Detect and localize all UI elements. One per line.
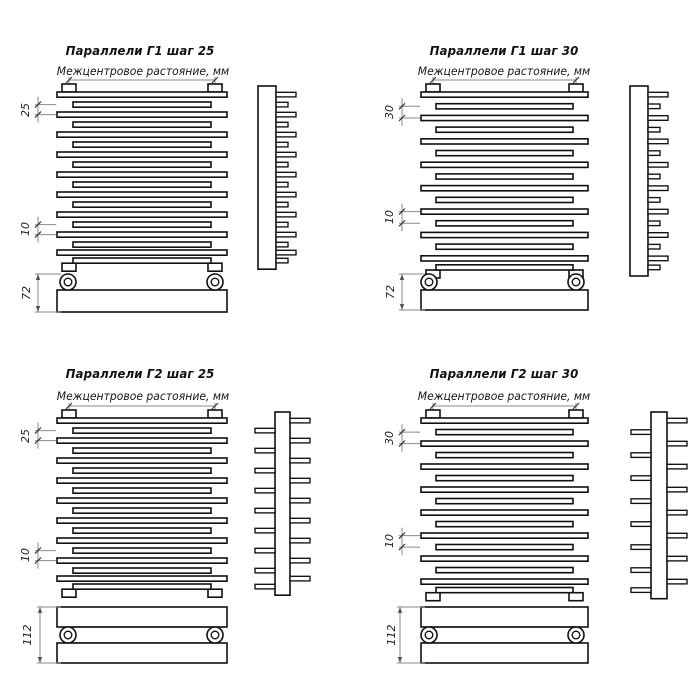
- dim-label-pitch: 25: [19, 429, 32, 443]
- quadrant-subtitle: Межцентровое растояние, мм: [56, 64, 230, 78]
- bottom-view: [57, 274, 227, 312]
- side-view: [631, 412, 687, 599]
- dim-label-pitch: 30: [383, 105, 396, 119]
- bottom-view: [421, 607, 588, 663]
- quadrant-subtitle: Межцентровое растояние, мм: [417, 389, 591, 403]
- center-distance-dimension: [430, 77, 579, 84]
- dim-label-gap: 10: [19, 548, 32, 562]
- dim-label-gap: 10: [383, 210, 396, 224]
- dim-label-depth: 72: [20, 286, 33, 300]
- dim-label-pitch: 30: [383, 431, 396, 445]
- pitch-dimensions: [35, 97, 56, 243]
- dim-label-depth: 112: [385, 624, 398, 646]
- front-view: [57, 410, 227, 597]
- dim-label-depth: 72: [384, 285, 397, 299]
- quadrant-subtitle: Межцентровое растояние, мм: [417, 64, 591, 78]
- dim-label-gap: 10: [383, 534, 396, 548]
- quadrant-Г2-30: [397, 403, 687, 663]
- dim-label-depth: 112: [21, 624, 34, 646]
- pitch-dimensions: [399, 424, 420, 555]
- side-view: [630, 86, 668, 276]
- quadrant-subtitle: Межцентровое растояние, мм: [56, 389, 230, 403]
- quadrant-title: Параллели Г1 шаг 30: [429, 43, 579, 58]
- center-distance-dimension: [66, 403, 218, 410]
- bottom-view: [57, 607, 227, 663]
- front-view: [57, 84, 227, 271]
- dim-label-pitch: 25: [19, 103, 32, 117]
- front-view: [421, 410, 588, 601]
- quadrant-Г2-25: [35, 403, 310, 663]
- bottom-view: [421, 274, 588, 310]
- center-distance-dimension: [430, 403, 579, 410]
- quadrant-Г1-25: [35, 77, 296, 312]
- quadrant-title: Параллели Г2 шаг 30: [429, 366, 579, 381]
- pitch-dimensions: [35, 423, 56, 569]
- side-view: [255, 412, 310, 595]
- quadrant-Г1-30: [399, 77, 668, 310]
- quadrant-title: Параллели Г1 шаг 25: [65, 43, 215, 58]
- quadrant-title: Параллели Г2 шаг 25: [65, 366, 215, 381]
- dim-label-gap: 10: [19, 222, 32, 236]
- front-view: [421, 84, 588, 278]
- side-view: [258, 86, 296, 269]
- pitch-dimensions: [399, 98, 420, 231]
- center-distance-dimension: [66, 77, 218, 84]
